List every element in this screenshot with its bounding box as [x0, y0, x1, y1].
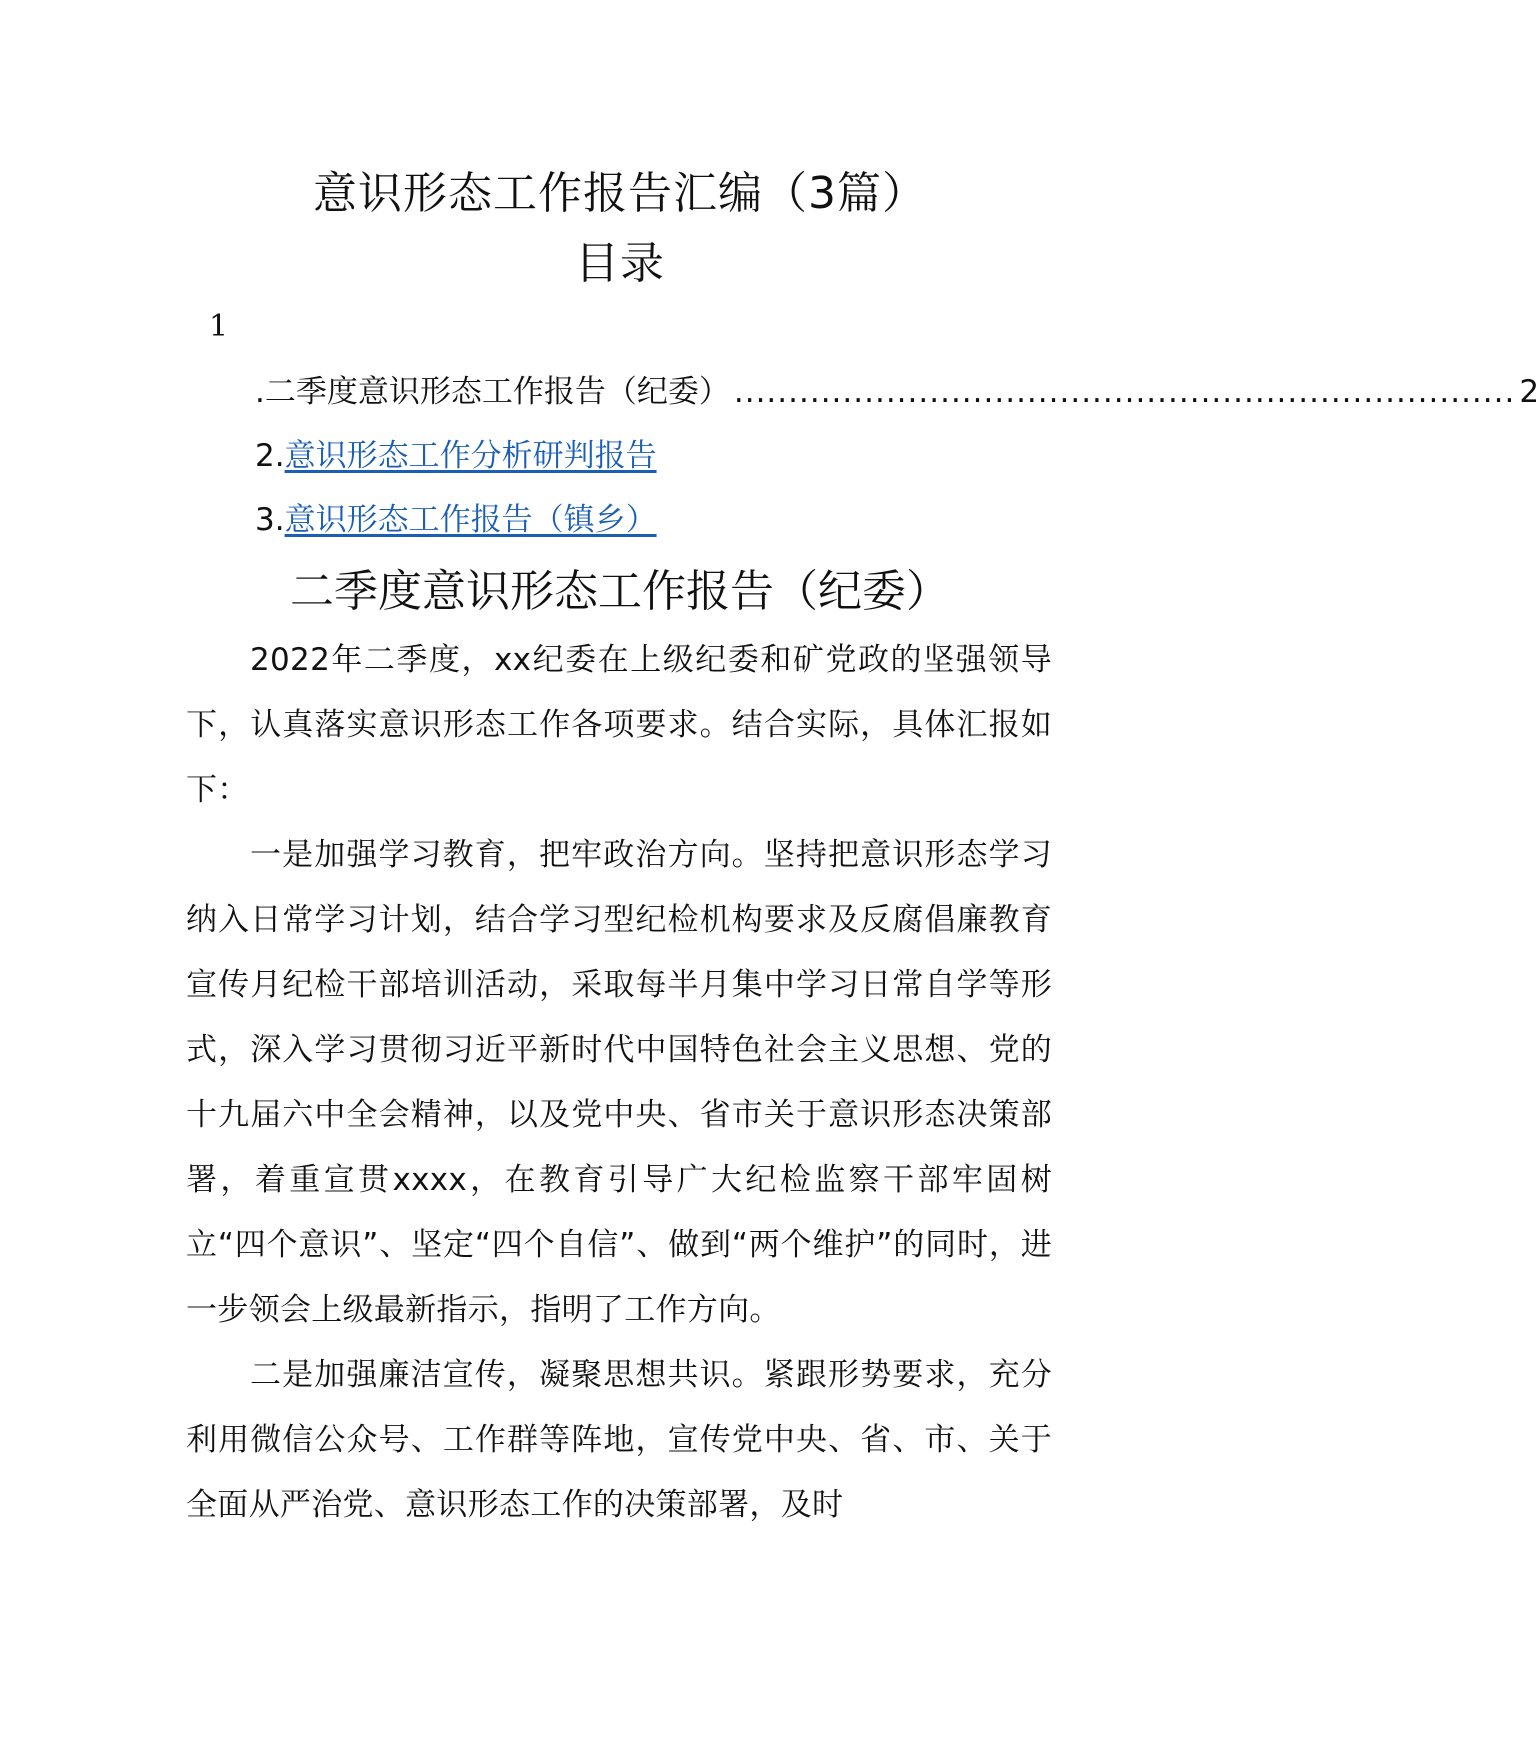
toc-entry-number: 3. [255, 502, 285, 538]
toc-link-analysis-report[interactable]: 意识形态工作分析研判报告 [284, 438, 657, 474]
paragraph-intro: 2022年二季度，xx纪委在上级纪委和矿党政的坚强领导下，认真落实意识形态工作各项要求。结合实际，具体汇报如下： [186, 642, 1052, 808]
document-title: 意识形态工作报告汇编（3篇） [313, 168, 927, 219]
toc-entry-1[interactable] [255, 372, 1539, 412]
toc-link-town-report[interactable]: 意识形态工作报告（镇乡） [284, 502, 657, 538]
toc-entry-3 [255, 500, 657, 540]
page-marker: 1 [209, 309, 229, 344]
toc-entry-label: 二季度意识形态工作报告（纪委） [264, 374, 730, 410]
toc-entry-page: 2 [1519, 374, 1539, 410]
toc-entry-number: 2. [255, 438, 285, 474]
report-body [186, 628, 1052, 1538]
toc-heading: 目录 [575, 238, 665, 289]
toc-leader-dots: ........................................................................ [733, 374, 1516, 410]
section-title: 二季度意识形态工作报告（纪委） [290, 566, 950, 617]
toc-entry-2 [255, 436, 657, 476]
paragraph-publicity: 二是加强廉洁宣传，凝聚思想共识。紧跟形势要求，充分利用微信公众号、工作群等阵地，宣传党中央、省、市、关于全面从严治党、意识形态工作的决策部署，及时 [186, 1357, 1052, 1523]
paragraph-study: 一是加强学习教育，把牢政治方向。坚持把意识形态学习纳入日常学习计划，结合学习型纪检机构要求及反腐倡廉教育宣传月纪检干部培训活动，采取每半月集中学习日常自学等形式，深入学习贯彻习近平新时代中国特色社会主义思想、党的十九届六中全会精神，以及党中央、省市关于意识形态决策部署，着重宣贯xxxx，在教育引导广大纪检监察干部牢固树立“四个意识”、坚定“四个自信”、做到“两个维护”的同时，进一步领会上级最新指示，指明了工作方向。 [186, 837, 1052, 1328]
toc-entry-prefix: . [255, 374, 265, 410]
